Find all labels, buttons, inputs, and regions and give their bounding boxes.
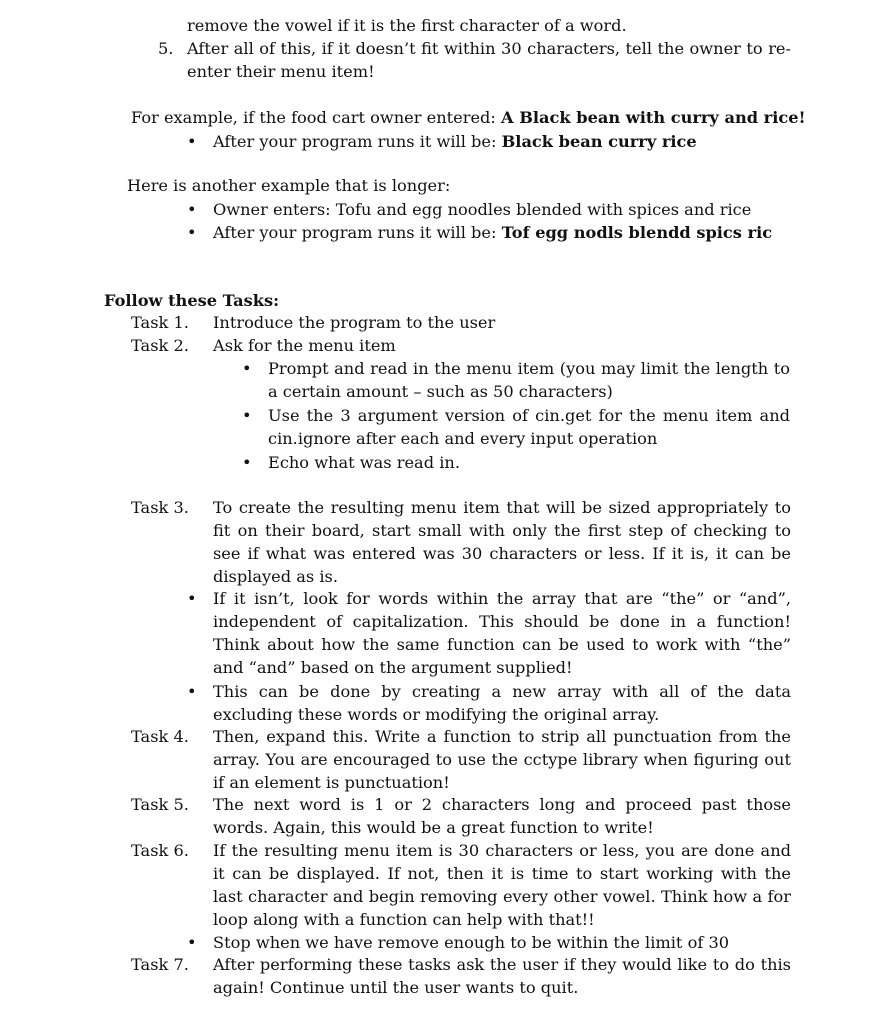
task-1-label: Task 1. — [131, 313, 189, 332]
task-6-label: Task 6. — [131, 841, 189, 860]
task-2-bullet-1: • Prompt and read in the menu item (you may limit the length to a certain amount – such as 50 characters) — [268, 357, 790, 403]
task-3-bullet-2: • This can be done by creating a new array with all of the data excluding these words or modifying the original array. — [213, 680, 791, 726]
list-item-5: After all of this, if it doesn’t fit within 30 characters, tell the owner to re-enter their menu item! — [187, 39, 791, 81]
example-2-result: • After your program runs it will be: Tof egg nodls blendd spics ric — [213, 221, 793, 244]
task-3-bullet-1: • If it isn’t, look for words within the array that are “the” or “and”, independent of capitalization. This should be done in a function! Think about how the same function can be used to work with “the” and “and” based on the argument supplied! — [213, 587, 791, 679]
example-1-result: • After your program runs it will be: Black bean curry rice — [213, 130, 793, 153]
task-3-label: Task 3. — [131, 498, 189, 517]
example-1-output: Black bean curry rice — [501, 132, 697, 151]
task-5-text: The next word is 1 or 2 characters long and proceed past those words. Again, this would be a great function to write! — [213, 795, 791, 837]
list-number-5: 5. — [158, 39, 174, 58]
task-2-text: Ask for the menu item — [213, 336, 396, 355]
task-1-text: Introduce the program to the user — [213, 313, 496, 332]
task-4-label: Task 4. — [131, 727, 189, 746]
task-3-text: To create the resulting menu item that will be sized appropriately to fit on their board, start small with only the first step of checking to see if what was entered was 30 characters or less. If it is, it can be displayed as is. — [213, 498, 791, 586]
example-2-output: Tof egg nodls blendd spics ric — [501, 223, 773, 242]
example-2-lead: Here is another example that is longer: — [127, 176, 451, 195]
task-7-text: After performing these tasks ask the user if they would like to do this again! Continue until the user wants to quit. — [213, 955, 791, 997]
task-7-label: Task 7. — [131, 955, 189, 974]
tasks-heading: Follow these Tasks: — [104, 291, 280, 310]
task-2-bullet-3: • Echo what was read in. — [268, 451, 790, 474]
task-6-bullet-1: • Stop when we have remove enough to be within the limit of 30 — [213, 931, 791, 954]
example-2-input: • Owner enters: Tofu and egg noodles blended with spices and rice — [213, 198, 793, 221]
task-6-text: If the resulting menu item is 30 characters or less, you are done and it can be displayed. If not, then it is time to start working with the last character and begin removing every other vowel. Think how a for loop along with a function can help with that!! — [213, 841, 791, 929]
task-2-label: Task 2. — [131, 336, 189, 355]
task-4-text: Then, expand this. Write a function to strip all punctuation from the array. You are encouraged to use the cctype library when figuring out if an element is punctuation! — [213, 727, 791, 792]
task-5-label: Task 5. — [131, 795, 189, 814]
example-1-lead: For example, if the food cart owner entered: A Black bean with curry and rice! — [131, 108, 806, 127]
example-1-input: A Black bean with curry and rice! — [501, 108, 806, 127]
list-item-4-continuation: remove the vowel if it is the first character of a word. — [187, 16, 627, 35]
task-2-bullet-2: • Use the 3 argument version of cin.get for the menu item and cin.ignore after each and every input operation — [268, 404, 790, 450]
